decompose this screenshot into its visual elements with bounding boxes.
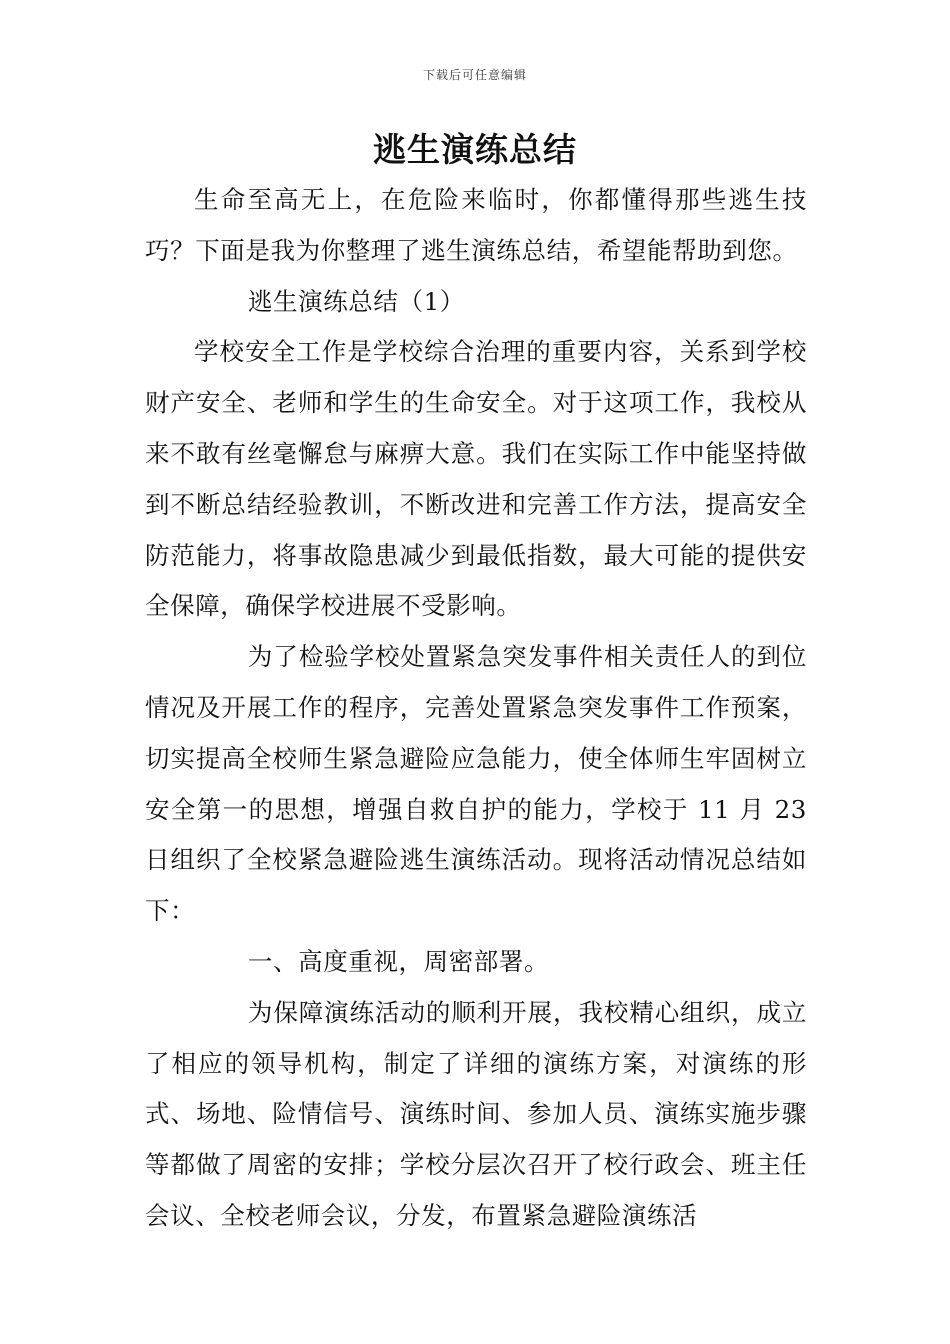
header-note: 下载后可任意编辑 <box>422 68 527 82</box>
body-paragraph: 为了检验学校处置紧急突发事件相关责任人的到位情况及开展工作的程序，完善处置紧急突发事件工作预案，切实提高全校师生紧急避险应急能力，使全体师生牢固树立安全第一的思想，增强自救自护的能力，学校于 11 月 23 日组织了全校紧急避险逃生演练活动。现将活动情况总结如下： <box>145 642 807 926</box>
intro-paragraph: 生命至高无上，在危险来临时，你都懂得那些逃生技巧？下面是我为你整理了逃生演练总结，希望能帮助到您。 <box>145 185 807 265</box>
section-heading: 逃生演练总结（1） <box>247 286 465 316</box>
document-body <box>145 175 807 1242</box>
body-paragraph: 为保障演练活动的顺利开展，我校精心组织，成立了相应的领导机构，制定了详细的演练方案，对演练的形式、场地、险情信号、演练时间、参加人员、演练实施步骤等都做了周密的安排；学校分层次召开了校行政会、班主任会议、全校老师会议，分发，布置紧急避险演练活 <box>145 997 807 1230</box>
subsection-heading: 一、高度重视，周密部署。 <box>247 946 550 976</box>
body-paragraph: 学校安全工作是学校综合治理的重要内容，关系到学校财产安全、老师和学生的生命安全。对于这项工作，我校从来不敢有丝毫懈怠与麻痹大意。我们在实际工作中能坚持做到不断总结经验教训，不断改进和完善工作方法，提高安全防范能力，将事故隐患减少到最低指数，最大可能的提供安全保障，确保学校进展不受影响。 <box>145 337 807 621</box>
document-title: 逃生演练总结 <box>373 130 577 169</box>
